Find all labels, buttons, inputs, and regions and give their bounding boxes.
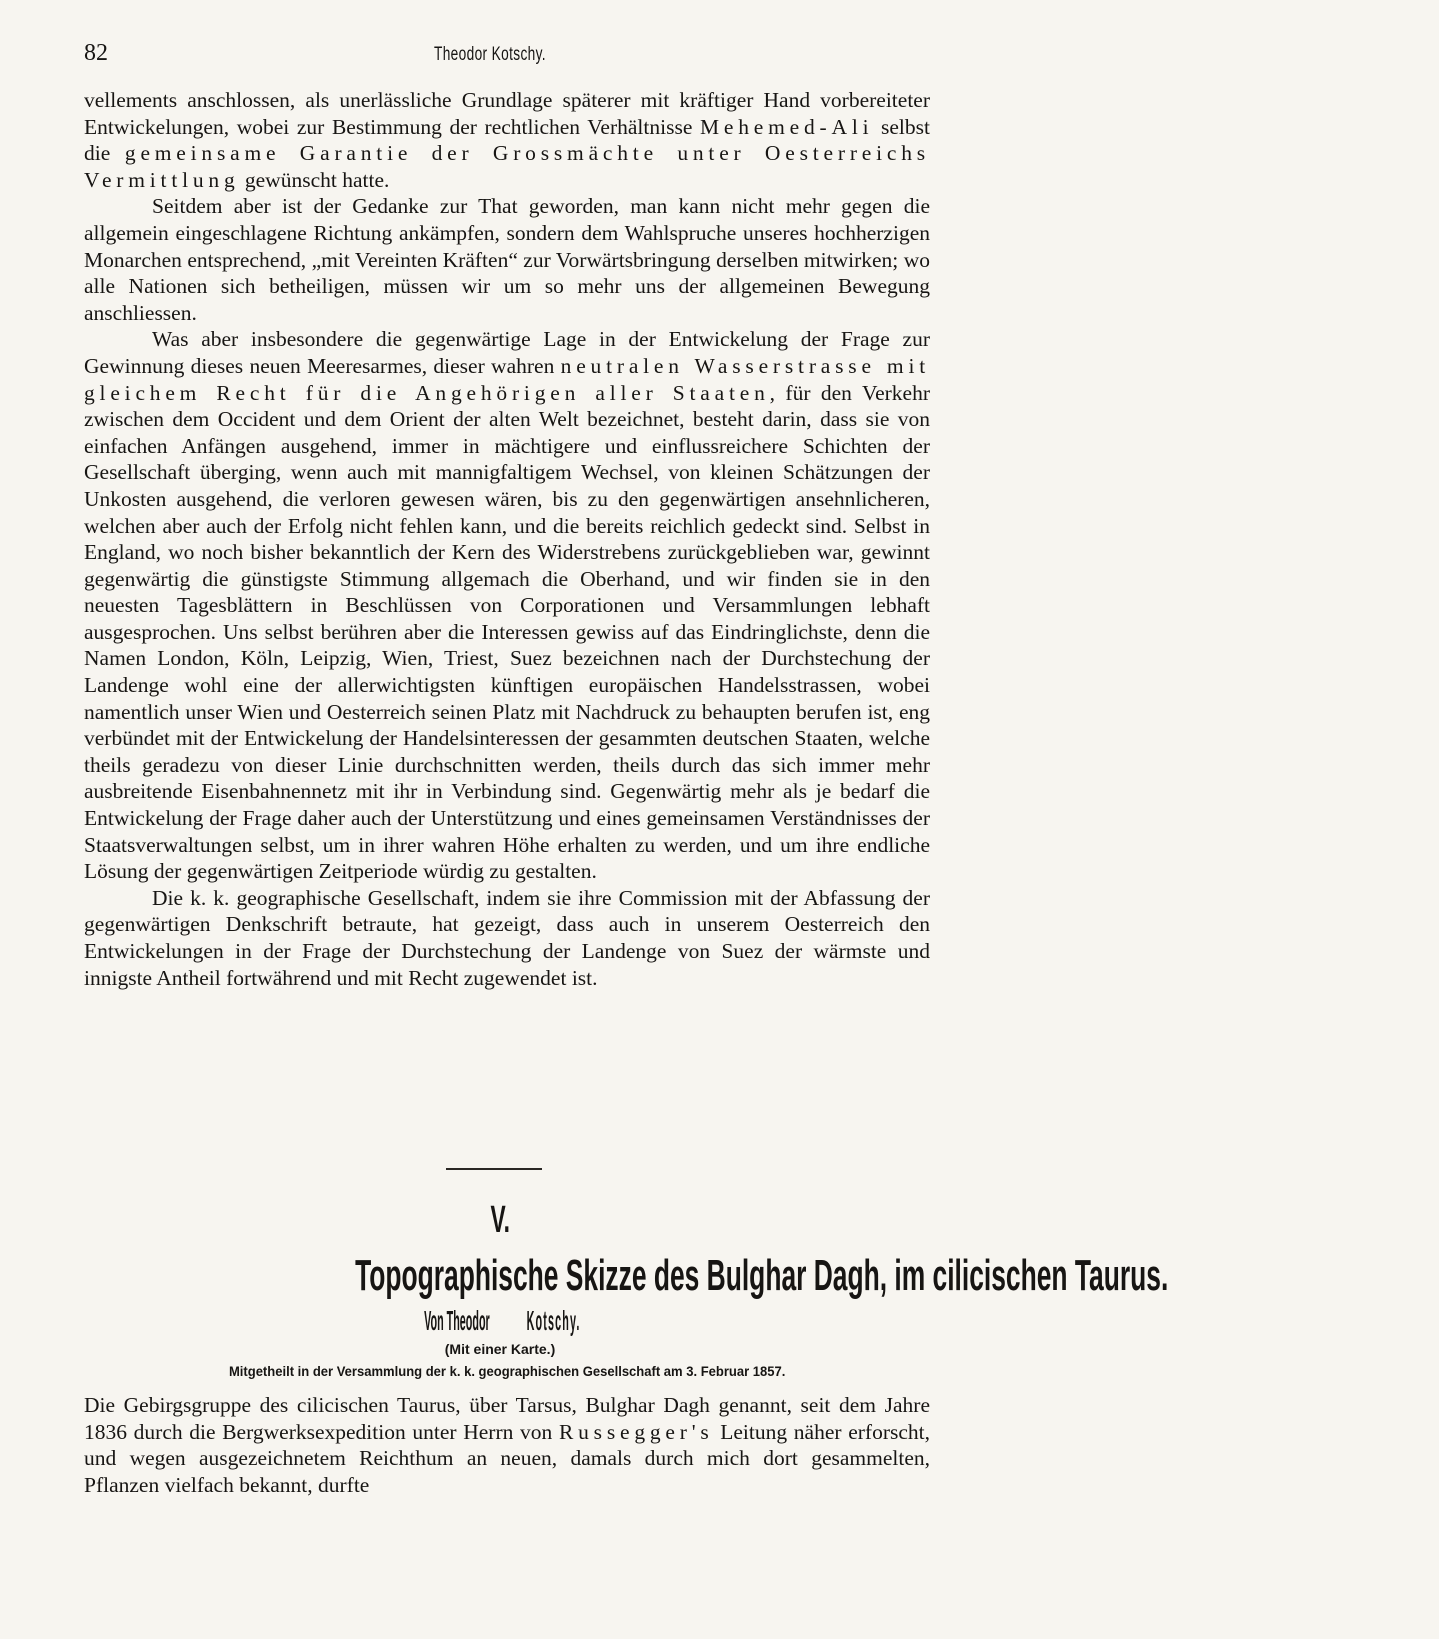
author-name: Kotschy. <box>525 1305 580 1336</box>
spaced-text-run: Mehemed-Ali <box>699 114 874 139</box>
text-run: vellements anschlossen, als unerlässliche Grundlage späterer mit kräftiger Hand vorbereiteter Entwickelungen, wobei zur Bestimmung der rechtlichen Verhältnisse <box>84 88 930 139</box>
author-line <box>404 1306 597 1336</box>
spaced-text-run: Russegger's <box>558 1419 714 1444</box>
page-number: 82 <box>84 40 108 66</box>
paragraph <box>84 326 930 884</box>
paragraph <box>84 1392 930 1498</box>
section-numeral-text: V. <box>490 1199 510 1241</box>
text-run: Was aber insbesondere die gegenwärtige Lage in der Entwickelung der Frage zur Gewinnung dieses neuen Meeresarmes, dieser wahren <box>84 327 930 378</box>
section-title <box>84 1251 1169 1300</box>
meeting-note <box>84 1362 930 1380</box>
text-run: selbst die <box>84 114 930 166</box>
section-body <box>84 1392 930 1498</box>
author-prefix: Von Theodor <box>423 1305 490 1336</box>
meeting-note-text: Mitgetheilt in der Versammlung der k. k. geographischen Gesellschaft am 3. Februar 1857. <box>228 1363 786 1379</box>
section-title-text: Topographische Skizze des Bulghar Dagh, im cilicischen Taurus. <box>355 1251 1169 1300</box>
spaced-text-run: gemeinsame Garantie der Grossmächte unter Oesterreichs Vermittlung <box>84 141 930 192</box>
spaced-text-run: neutralen Wasserstrasse mit gleichem Recht für die Angehörigen aller Staaten <box>84 353 930 405</box>
section-author <box>0 1306 1000 1336</box>
text-run: , für den Verkehr zwischen dem Occident und dem Orient der alten Welt bezeichnet, besteht darin, dass sie von einfachen Anfängen ausgehend, immer in mächtigere und einflussreichere Schichten der Gesellschaft überging, wenn auch mit mannigfaltigem Wechsel, von kleinen Schätzungen der Unkosten ausgehend, die verloren gewesen wären, bis zu den gegenwärtigen ansehnlicheren, welchen aber auch der Erfolg nicht fehlen kann, und die bereits reichlich gedeckt sind. Selbst in England, wo noch bisher bekanntlich der Kern des Widerstrebens zurückgeblieben war, gewinnt gegenwärtig die günstigste Stimmung allgemach die Oberhand, und wir finden sie in den neuesten Tagesblättern in Beschlüssen von Corporationen und Versammlungen lebhaft ausgesprochen. Uns selbst berühren aber die Interessen gewiss auf das Eindringlichste, denn die Namen London, Köln, Leipzig, Wien, Triest, Suez bezeichnen nach der Durchstechung der Landenge wohl eine der allerwichtigsten künftigen europäischen Handelsstrassen, wobei namentlich unser Wien und Oesterreich seinen Platz mit Nachdruck zu behaupten berufen ist, eng verbündet mit der Entwickelung der Handelsinteressen der gesammten deutschen Staaten, welche theils geradezu von dieser Linie durchschnitten werden, theils durch das sich immer mehr ausbreitende Eisenbahnennetz mit ihr in Verbindung sind. Gegenwärtig mehr als je bedarf die Entwickelung der Frage daher auch der Unterstützung und eines gemeinsamen Verständnisses der Staatsverwaltungen selbst, um in ihrer wahren Höhe erhalten zu werden, und um ihre endliche Lösung der gegenwärtigen Zeitperiode würdig zu gestalten. <box>84 380 930 884</box>
previous-section-body <box>84 87 930 991</box>
text-run: Die Gebirgsgruppe des cilicischen Taurus, über Tarsus, Bulghar Dagh genannt, seit dem Jahre 1836 durch die Bergwerksexpedition unter Herrn von <box>84 1393 930 1444</box>
paragraph <box>84 885 930 991</box>
running-title: Theodor Kotschy. <box>434 44 546 65</box>
map-note: (Mit einer Karte.) <box>444 1341 556 1357</box>
text-run: Seitdem aber ist der Gedanke zur That geworden, man kann nicht mehr gegen die allgemein eingeschlagene Richtung ankämpfen, sondern dem Wahlspruche unseres hochherzigen Monarchen entsprechend, „mit Vereinten Kräften“ zur Vorwärtsbringung derselben mitwirken; wo alle Nationen sich betheiligen, müssen wir um so mehr uns der allgemeinen Bewegung anschliessen. <box>84 194 930 325</box>
paragraph <box>84 87 930 193</box>
paragraph <box>84 193 930 326</box>
section-divider <box>446 1168 542 1170</box>
running-head <box>84 40 930 68</box>
text-run: gewünscht hatte. <box>239 167 390 192</box>
text-run: Leitung näher erforscht, und wegen ausgezeichnetem Reichthum an neuen, damals durch mich dort gesammelten, Pflanzen vielfach bekannt, durfte <box>84 1419 930 1497</box>
text-run: Die k. k. geographische Gesellschaft, indem sie ihre Commission mit der Abfassung der gegenwärtigen Denkschrift betraute, hat gezeigt, dass auch in unserem Oesterreich den Entwickelungen in der Frage der Durchstechung der Landenge von Suez der wärmste und innigste Antheil fortwährend und mit Recht zugewendet ist. <box>84 885 930 990</box>
section-numeral <box>0 1200 1000 1240</box>
